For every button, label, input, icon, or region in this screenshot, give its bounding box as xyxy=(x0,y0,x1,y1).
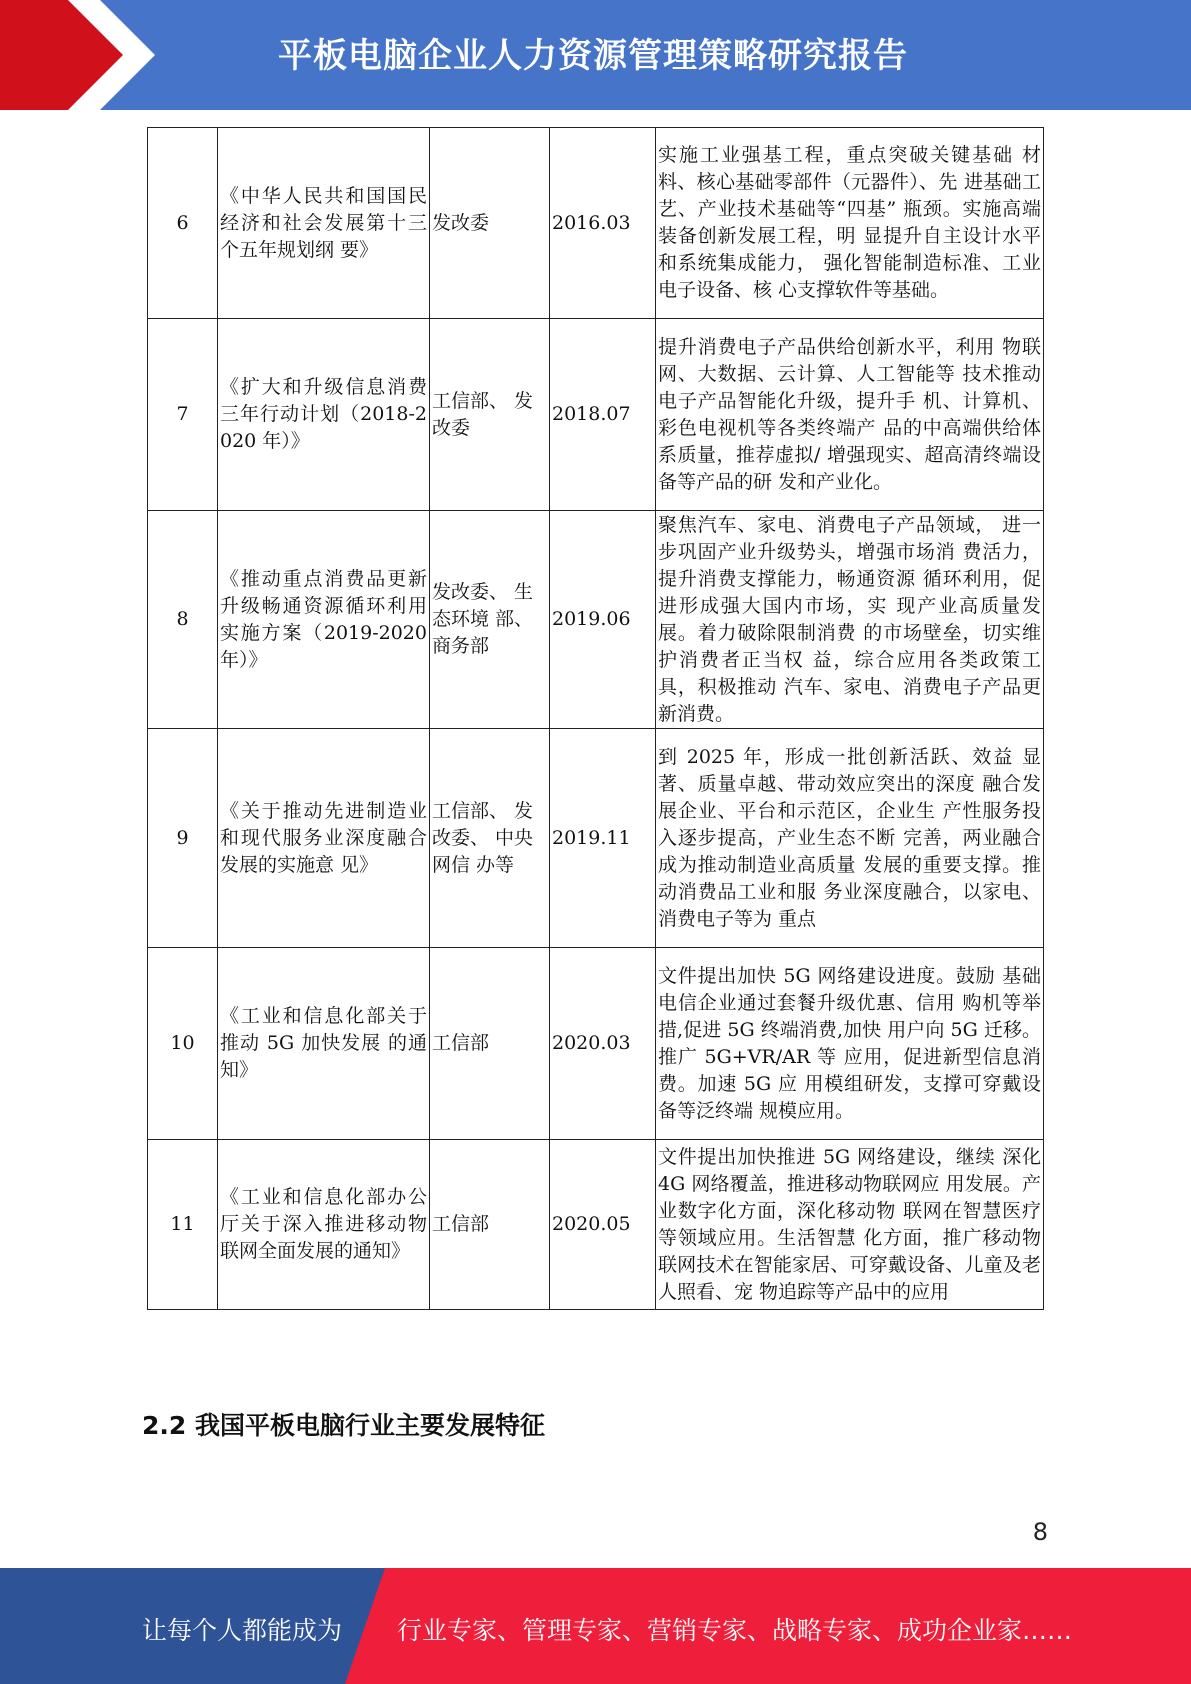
footer-slogan-left: 让每个人都能成为 xyxy=(142,1616,343,1645)
policy-table xyxy=(147,127,1044,1310)
row-number: 9 xyxy=(148,729,218,948)
issuing-department: 工信部、 发改委 xyxy=(430,319,550,511)
issuing-department: 工信部、 发改委、 中央网信 办等 xyxy=(430,729,550,948)
issue-date: 2019.11 xyxy=(550,729,656,948)
row-number: 8 xyxy=(148,511,218,729)
row-number: 6 xyxy=(148,128,218,319)
policy-description: 文件提出加快推进 5G 网络建设，继续 深化 4G 网络覆盖，推进移动物联网应 用发展。产业数字化方面，深化移动物 联网在智慧医疗等领域应用。生活智慧 化方面，推广移动物联网技术在智能家居、可穿戴设备、儿童及老人照看、宠 物追踪等产品中的应用 xyxy=(656,1140,1044,1310)
table-row xyxy=(148,948,1044,1140)
policy-description: 到 2025 年，形成一批创新活跃、效益 显著、质量卓越、带动效应突出的深度 融合发展企业、平台和示范区，企业生 产性服务投入逐步提高，产业生态不断 完善，两业融合成为推动制造业高质量 发展的重要支撑。推动消费品工业和服 务业深度融合，以家电、消费电子等为 重点 xyxy=(656,729,1044,948)
table-row xyxy=(148,729,1044,948)
issuing-department: 发改委 xyxy=(430,128,550,319)
issue-date: 2019.06 xyxy=(550,511,656,729)
issue-date: 2020.05 xyxy=(550,1140,656,1310)
policy-description: 文件提出加快 5G 网络建设进度。鼓励 基础电信企业通过套餐升级优惠、信用 购机等举措,促进 5G 终端消费,加快 用户向 5G 迁移。推广 5G+VR/AR 等 应用，促进新型信息消费。加速 5G 应 用模组研发，支撑可穿戴设备等泛终端 规模应用。 xyxy=(656,948,1044,1140)
table-row xyxy=(148,319,1044,511)
policy-name: 《推动重点消费品更新升级畅通资源循环利用实施方案（2019-2020 年）》 xyxy=(218,511,430,729)
policy-name: 《关于推动先进制造业和现代服务业深度融合发展的实施意 见》 xyxy=(218,729,430,948)
policy-description: 实施工业强基工程，重点突破关键基础 材料、核心基础零部件（元器件）、先 进基础工艺、产业技术基础等“四基” 瓶颈。实施高端装备创新发展工程，明 显提升自主设计水平和系统集成能力， 强化智能制造标准、工业电子设备、核 心支撑软件等基础。 xyxy=(656,128,1044,319)
issue-date: 2020.03 xyxy=(550,948,656,1140)
page-number: 8 xyxy=(1032,1518,1048,1546)
policy-description: 聚焦汽车、家电、消费电子产品领域， 进一步巩固产业升级势头，增强市场消 费活力，提升消费支撑能力，畅通资源 循环利用，促进形成强大国内市场，实 现产业高质量发展。着力破除限制消费 的市场壁垒，切实维护消费者正当权 益，综合应用各类政策工具，积极推动 汽车、家电、消费电子产品更新消费。 xyxy=(656,511,1044,729)
footer-slogan-right: 行业专家、管理专家、营销专家、战略专家、成功企业家…… xyxy=(397,1616,1073,1645)
policy-name: 《中华人民共和国国民经济和社会发展第十三个五年规划纲 要》 xyxy=(218,128,430,319)
report-title: 平板电脑企业人力资源管理策略研究报告 xyxy=(278,36,908,76)
table-row xyxy=(148,511,1044,729)
table-row xyxy=(148,128,1044,319)
policy-name: 《工业和信息化部办公厅关于深入推进移动物联网全面发展的通知》 xyxy=(218,1140,430,1310)
row-number: 10 xyxy=(148,948,218,1140)
issue-date: 2016.03 xyxy=(550,128,656,319)
issuing-department: 工信部 xyxy=(430,1140,550,1310)
row-number: 7 xyxy=(148,319,218,511)
issue-date: 2018.07 xyxy=(550,319,656,511)
page-header xyxy=(0,0,1191,110)
row-number: 11 xyxy=(148,1140,218,1310)
issuing-department: 工信部 xyxy=(430,948,550,1140)
page-footer xyxy=(0,1568,1191,1684)
issuing-department: 发改委、 生态环境 部、商务部 xyxy=(430,511,550,729)
section-heading: 2.2 我国平板电脑行业主要发展特征 xyxy=(142,1411,545,1440)
policy-name: 《扩大和升级信息消费三年行动计划（2018-2020 年）》 xyxy=(218,319,430,511)
table-row xyxy=(148,1140,1044,1310)
policy-description: 提升消费电子产品供给创新水平，利用 物联网、大数据、云计算、人工智能等 技术推动电子产品智能化升级，提升手 机、计算机、彩色电视机等各类终端产 品的中高端供给体系质量，推荐虚拟/ 增强现实、超高清终端设备等产品的研 发和产业化。 xyxy=(656,319,1044,511)
policy-name: 《工业和信息化部关于推动 5G 加快发展 的通知》 xyxy=(218,948,430,1140)
